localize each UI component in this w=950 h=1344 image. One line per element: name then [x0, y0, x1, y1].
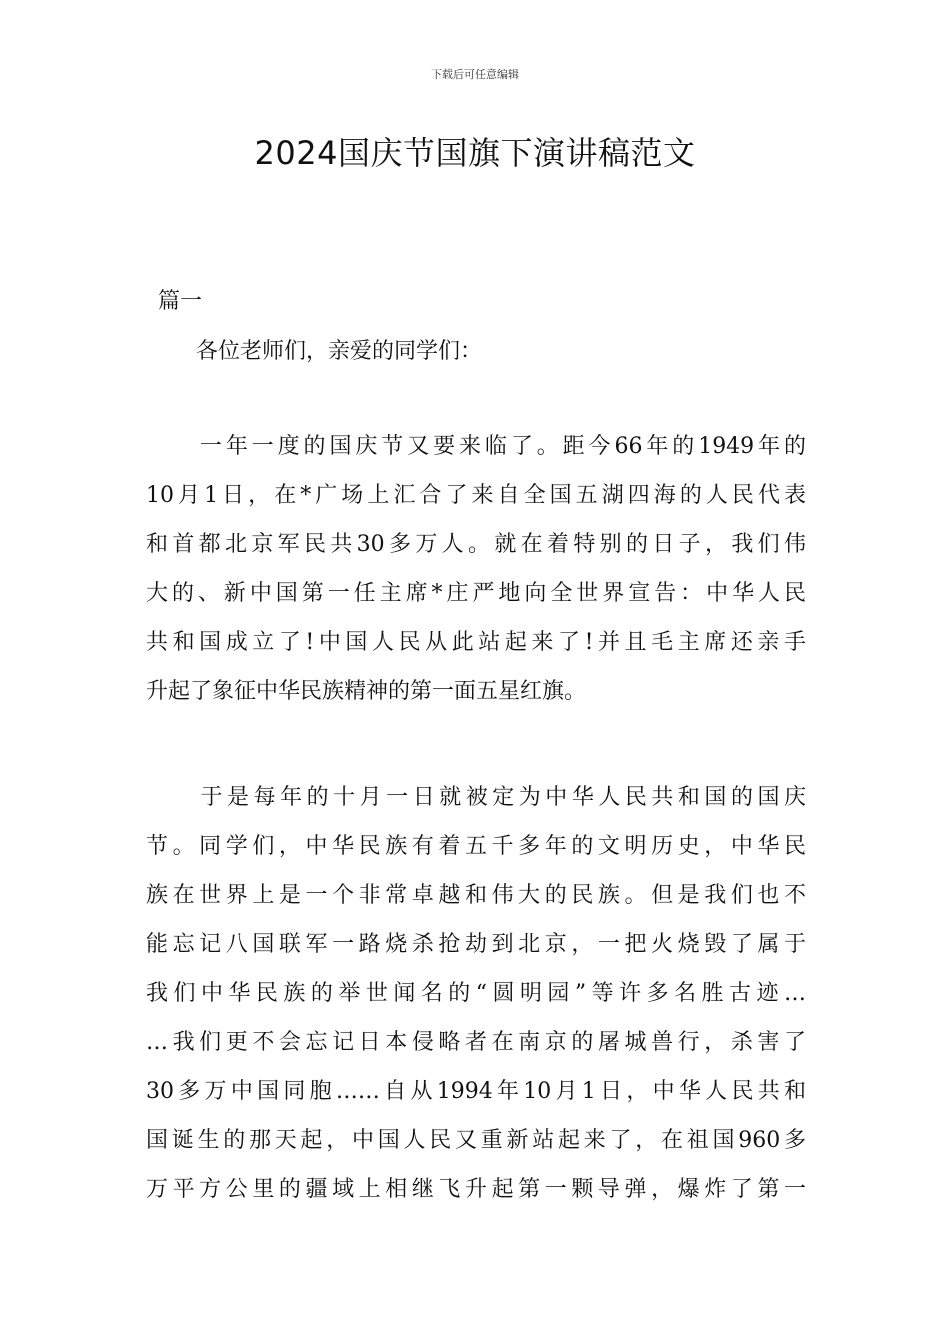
paragraph-line: 我们中华民族的举世闻名的“圆明园”等许多名胜古迹… — [146, 981, 806, 1006]
paragraph-line: 国诞生的那天起，中国人民又重新站起来了，在祖国960多 — [146, 1128, 806, 1153]
paragraph-line: 节。同学们，中华民族有着五千多年的文明历史，中华民 — [146, 834, 806, 859]
paragraph-line: 30多万中国同胞……自从1994年10月1日，中华人民共和 — [146, 1079, 806, 1104]
paragraph-line: 共和国成立了!中国人民从此站起来了!并且毛主席还亲手 — [146, 630, 806, 655]
paragraph-line: 万平方公里的疆域上相继飞升起第一颗导弹，爆炸了第一 — [146, 1177, 806, 1202]
line-text: 一年一度的国庆节又要来临了。距今66年的1949年的 — [196, 434, 806, 459]
paragraph-line — [146, 773, 806, 822]
paragraph-line: 能忘记八国联军一路烧杀抢劫到北京，一把火烧毁了属于 — [146, 932, 806, 957]
paragraph-line: 10月1日，在*广场上汇合了来自全国五湖四海的人民代表 — [146, 483, 806, 508]
paragraph-line — [146, 422, 806, 471]
page-title: 2024国庆节国旗下演讲稿范文 — [254, 134, 696, 172]
paragraph-line: 升起了象征中华民族精神的第一面五星红旗。 — [146, 679, 587, 704]
header-note: 下载后可任意编辑 — [431, 68, 519, 81]
paragraph-line: 和首都北京军民共30多万人。就在着特别的日子，我们伟 — [146, 532, 806, 557]
paragraph-line: …我们更不会忘记日本侵略者在南京的屠城兽行，杀害了 — [146, 1030, 806, 1055]
paragraph-line: 大的、新中国第一任主席*庄严地向全世界宣告：中华人民 — [146, 581, 806, 606]
section-label: 篇一 — [158, 289, 203, 314]
paragraph-2 — [146, 773, 806, 1214]
salutation-text: 各位老师们，亲爱的同学们： — [196, 339, 483, 364]
paragraph-line: 族在世界上是一个非常卓越和伟大的民族。但是我们也不 — [146, 883, 806, 908]
paragraph-1 — [146, 422, 806, 716]
line-text: 于是每年的十月一日就被定为中华人民共和国的国庆 — [196, 785, 806, 810]
salutation — [146, 327, 806, 376]
